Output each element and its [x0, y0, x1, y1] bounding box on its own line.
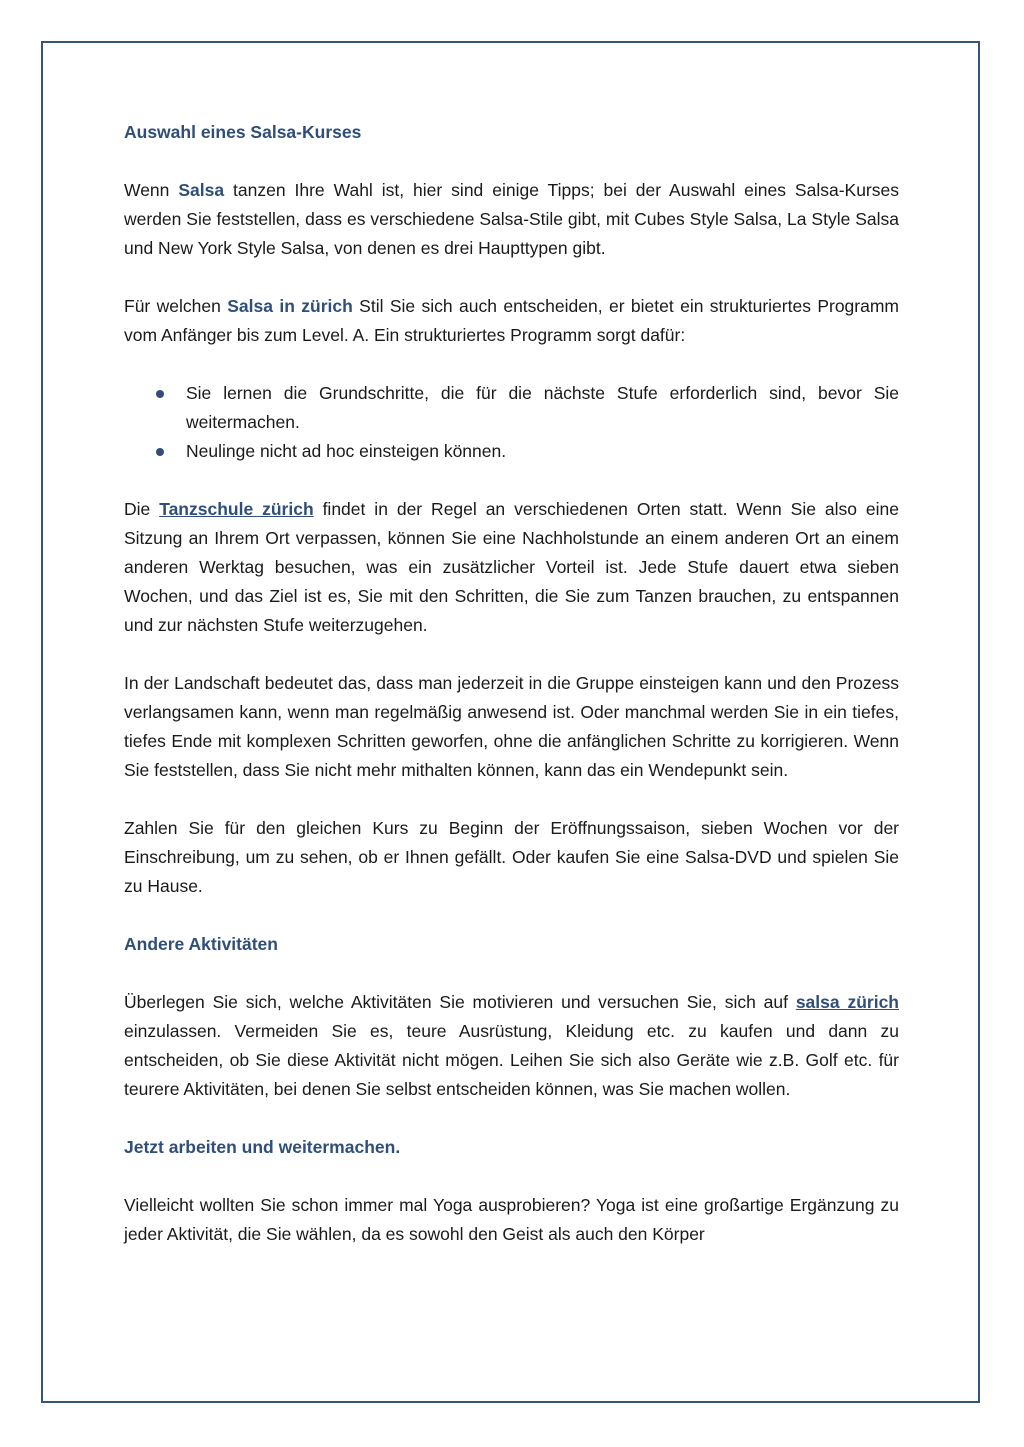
paragraph-pay: Zahlen Sie für den gleichen Kurs zu Beginn der Eröffnungssaison, sieben Wochen vor der Einschreibung, um zu sehen, ob er Ihnen gefällt. Oder kaufen Sie eine Salsa-DVD und spielen Sie zu Hause.	[124, 818, 899, 896]
list-item	[124, 379, 899, 437]
paragraph-landscape: In der Landschaft bedeutet das, dass man jederzeit in die Gruppe einsteigen kann und den Prozess verlangsamen kann, wenn man regelmäßig anwesend ist. Oder manchmal werden Sie in ein tiefes, tiefes Ende mit komplexen Schritten geworfen, ohne die anfänglichen Schritte zu korrigieren. Wenn Sie feststellen, dass Sie nicht mehr mithalten können, kann das ein Wendepunkt sein.	[124, 673, 899, 780]
bullet-icon	[156, 448, 164, 456]
text-run: Wenn	[124, 180, 179, 200]
text-run: einzulassen. Vermeiden Sie es, teure Ausrüstung, Kleidung etc. zu kaufen und dann zu entscheiden, ob Sie diese Aktivität nicht mögen. Leihen Sie sich also Geräte wie z.B. Golf etc. für teurere Aktivitäten, bei denen Sie selbst entscheiden können, was Sie machen wollen.	[124, 1021, 899, 1099]
paragraph-program	[124, 292, 899, 350]
heading-work-continue: Jetzt arbeiten und weitermachen.	[124, 1137, 401, 1157]
text-run: tanzen Ihre Wahl ist, hier sind einige Tipps; bei der Auswahl eines Salsa-Kurses werden Sie feststellen, dass es verschiedene Salsa-Stile gibt, mit Cubes Style Salsa, La Style Salsa und New York Style Salsa, von denen es drei Haupttypen gibt.	[124, 180, 899, 258]
list-item-text: Neulinge nicht ad hoc einsteigen können.	[186, 441, 507, 461]
heading-salsa-course: Auswahl eines Salsa-Kurses	[124, 122, 362, 142]
keyword-salsa-zurich: Salsa in zürich	[227, 296, 353, 316]
paragraph-dance-school	[124, 495, 899, 640]
text-run: Überlegen Sie sich, welche Aktivitäten Sie motivieren und versuchen Sie, sich auf	[124, 992, 796, 1012]
keyword-salsa: Salsa	[178, 180, 225, 200]
list-item	[124, 437, 899, 466]
text-run: Stil Sie sich auch entscheiden, er bietet ein strukturiertes Programm vom Anfänger bis zum Level. A. Ein strukturiertes Programm sorgt dafür:	[124, 296, 900, 345]
text-run: findet in der Regel an verschiedenen Orten statt. Wenn Sie also eine Sitzung an Ihrem Ort verpassen, können Sie eine Nachholstunde an einem anderen Ort an einem anderen Werktag besuchen, was ein zusätzlicher Vorteil ist. Jede Stufe dauert etwa sieben Wochen, und das Ziel ist es, Sie mit den Schritten, die Sie zum Tanzen brauchen, zu entspannen und zur nächsten Stufe weiterzugehen.	[124, 499, 900, 635]
heading-other-activities: Andere Aktivitäten	[124, 934, 278, 954]
link-tanzschule-zurich[interactable]: Tanzschule zürich	[159, 499, 314, 519]
bullet-icon	[156, 390, 164, 398]
paragraph-activities	[124, 988, 899, 1104]
paragraph-intro	[124, 176, 899, 263]
text-run: Für welchen	[124, 296, 228, 316]
bullet-list	[124, 379, 899, 466]
link-salsa-zurich[interactable]: salsa zürich	[795, 992, 899, 1012]
text-run: Die	[124, 499, 160, 519]
paragraph-yoga: Vielleicht wollten Sie schon immer mal Yoga ausprobieren? Yoga ist eine großartige Ergänzung zu jeder Aktivität, die Sie wählen, da es sowohl den Geist als auch den Körper	[124, 1195, 899, 1244]
document-body	[124, 118, 899, 1249]
list-item-text: Sie lernen die Grundschritte, die für die nächste Stufe erforderlich sind, bevor Sie weitermachen.	[186, 383, 899, 432]
